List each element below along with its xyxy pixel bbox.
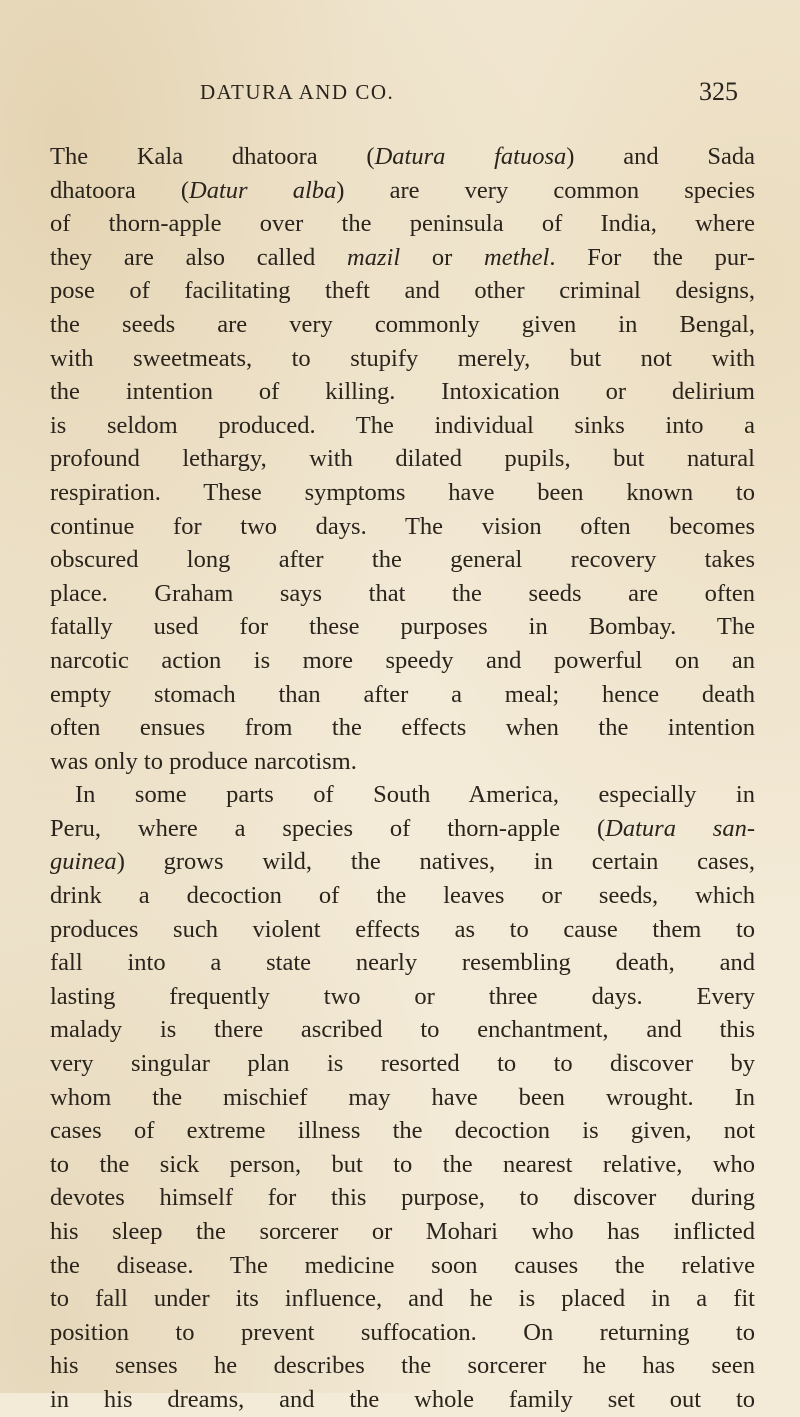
text-line: lasting frequently two or three days. Every (50, 982, 755, 1010)
text-line: is seldom produced. The individual sinks into a (50, 411, 755, 439)
text-line: narcotic action is more speedy and powerful on an (50, 646, 755, 674)
text-line: was only to produce narcotism. (50, 747, 357, 775)
text-line: fall into a state nearly resembling death, and (50, 949, 755, 977)
text-line: continue for two days. The vision often becomes (50, 512, 755, 540)
text-line: profound lethargy, with dilated pupils, but natural (50, 445, 755, 473)
text-line: cases of extreme illness the decoction is given, not (50, 1117, 755, 1145)
text-line: in his dreams, and the whole family set out to (50, 1385, 755, 1413)
text-line: they are also called mazil or methel. For the pur- (50, 243, 755, 271)
text-line: fatally used for these purposes in Bombay. The (50, 613, 755, 641)
text-line: empty stomach than after a meal; hence death (50, 680, 755, 708)
text-line: The Kala dhatoora (Datura fatuosa) and Sada (50, 143, 755, 170)
text-line: devotes himself for this purpose, to discover during (50, 1184, 755, 1212)
text-line: his sleep the sorcerer or Mohari who has inflicted (50, 1218, 755, 1245)
text-line: produces such violent effects as to cause them to (50, 915, 755, 943)
text-line: guinea) grows wild, the natives, in certain cases, (50, 848, 755, 876)
text-line: to the sick person, but to the nearest relative, who (50, 1150, 755, 1178)
text-line: his senses he describes the sorcerer he has seen (50, 1352, 755, 1380)
text-line: very singular plan is resorted to to discover by (50, 1050, 755, 1078)
text-line: the intention of killing. Intoxication or delirium (50, 378, 755, 406)
text-line: to fall under its influence, and he is placed in a fit (50, 1285, 755, 1313)
body-text (50, 140, 755, 1417)
text-line: often ensues from the effects when the intention (50, 714, 755, 742)
text-line: the disease. The medicine soon causes the relative (50, 1251, 755, 1279)
text-line: obscured long after the general recovery takes (50, 546, 755, 574)
page-number: 325 (699, 77, 738, 106)
text-line: pose of facilitating theft and other criminal designs, (50, 277, 755, 305)
text-line: respiration. These symptoms have been known to (50, 478, 755, 506)
text-line: of thorn-apple over the peninsula of India, where (50, 210, 755, 238)
text-line: drink a decoction of the leaves or seeds, which (50, 882, 755, 910)
text-line: position to prevent suffocation. On returning to (50, 1318, 755, 1346)
paragraph-first-line: In some parts of South America, especially in (75, 781, 755, 809)
running-head (40, 77, 760, 120)
text-line: the seeds are very commonly given in Bengal, (50, 310, 755, 338)
text-line: malady is there ascribed to enchantment, and this (50, 1016, 755, 1044)
running-title: DATURA AND CO. (200, 80, 395, 104)
text-line: with sweetmeats, to stupify merely, but not with (50, 344, 755, 372)
text-line: whom the mischief may have been wrought. In (50, 1083, 755, 1111)
text-line: place. Graham says that the seeds are often (50, 579, 755, 607)
text-line: Peru, where a species of thorn-apple (Datura san- (50, 814, 755, 842)
text-line: dhatoora (Datur alba) are very common species (50, 176, 755, 204)
